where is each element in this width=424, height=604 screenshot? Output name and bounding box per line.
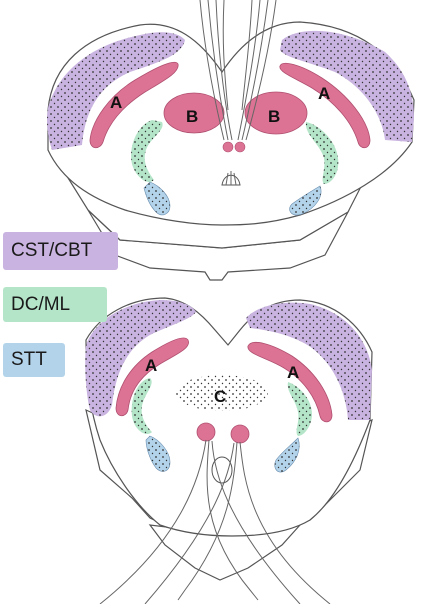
label-lower-c: C (214, 387, 227, 406)
lower-small-nucleus-right (231, 425, 249, 443)
label-lower-right-a: A (287, 363, 300, 382)
lower-small-nucleus-left (197, 423, 215, 441)
lower-section (85, 298, 372, 604)
legend-cst-cbt (3, 232, 118, 270)
legend-cst-cbt-label: CST/CBT (11, 240, 93, 261)
legend-stt (3, 343, 65, 377)
label-upper-right-a: A (318, 84, 331, 103)
label-upper-left-b: B (186, 107, 199, 126)
legend-stt-label: STT (11, 349, 47, 370)
upper-small-nucleus-right (235, 142, 245, 152)
label-upper-left-a: A (110, 93, 123, 112)
label-lower-left-a: A (145, 356, 158, 375)
legend-dc-ml-label: DC/ML (11, 293, 71, 315)
label-upper-right-b: B (268, 107, 281, 126)
legend-dc-ml (3, 287, 107, 322)
upper-small-nucleus-left (223, 142, 233, 152)
